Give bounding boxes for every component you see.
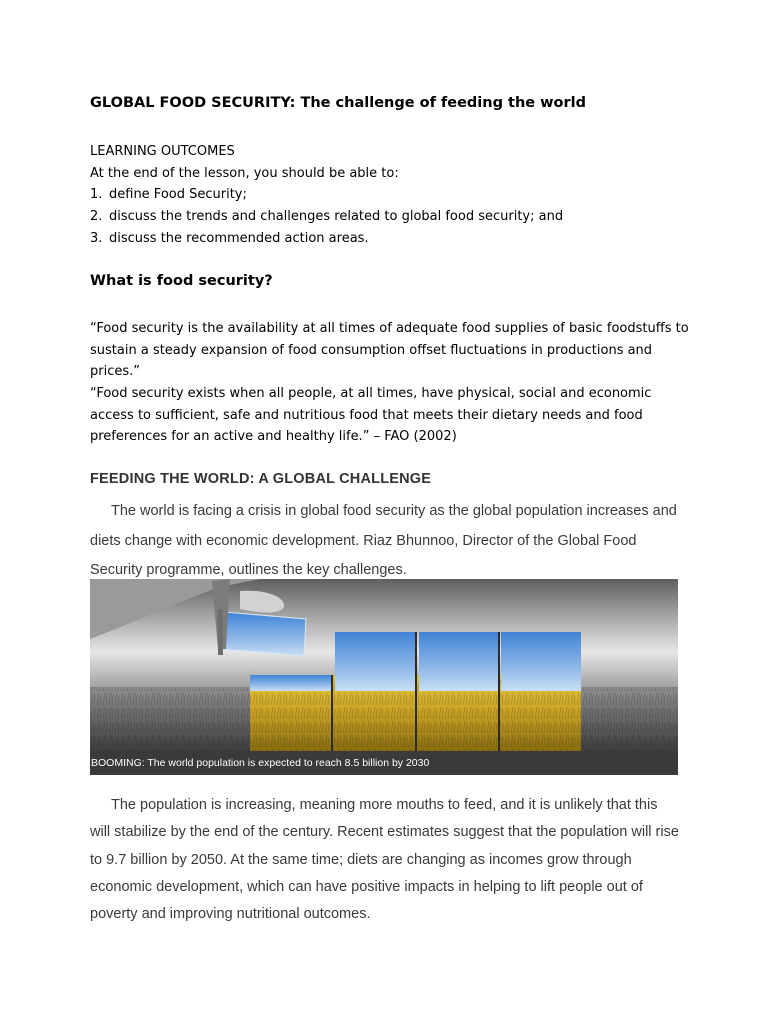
outcome-text: define Food Security;: [109, 187, 247, 203]
paragraph-text: The world is facing a crisis in global food security as the global population increases and diets change with economic development. Riaz Bhunnoo, Director of the Global Food Security programme, outlines the key challenges.: [90, 503, 677, 578]
outcome-item: [90, 184, 563, 206]
section-heading-feeding-the-world: FEEDING THE WORLD: A GLOBAL CHALLENGE: [90, 471, 432, 487]
outcome-text: discuss the trends and challenges related to global food security; and: [109, 209, 564, 225]
paragraph-text: The population is increasing, meaning more mouths to feed, and it is unlikely that this will stabilize by the end of the century. Recent estimates suggest that the population will rise to 9.7 billion by 2050. At the same time; diets are changing as incomes grow through economic development, which can have positive impacts in helping to lift people out of poverty and improving nutritional outcomes.: [90, 797, 679, 923]
outcome-number: 3.: [90, 230, 103, 246]
section-heading-what-is-food-security: What is food security?: [90, 273, 273, 289]
definition-quote: “Food security is the availability at all times of adequate food supplies of basic foodstuffs to sustain a steady expansion of food consumption offset fluctuations in productions and prices.”: [90, 321, 689, 380]
learning-outcomes: [90, 141, 563, 250]
body-paragraph: [90, 497, 680, 586]
outcome-number: 1.: [90, 187, 103, 203]
learning-outcomes-intro: At the end of the lesson, you should be able to:: [90, 165, 399, 181]
photo-caption: BOOMING: The world population is expected to reach 8.5 billion by 2030: [90, 751, 678, 775]
outcome-item: [90, 206, 563, 228]
document-title: GLOBAL FOOD SECURITY: The challenge of feeding the world: [90, 95, 587, 111]
outcome-text: discuss the recommended action areas.: [109, 230, 369, 246]
outcome-item: [90, 228, 563, 250]
wheat-field-photo: [90, 579, 678, 751]
learning-outcomes-heading: LEARNING OUTCOMES: [90, 144, 235, 159]
fao-definition-quote: “Food security exists when all people, at all times, have physical, social and economic access to sufficient, safe and nutritious food that meets their dietary needs and food preferences for an active and healthy life.” – FAO (2002): [90, 386, 652, 445]
body-paragraph: [90, 792, 680, 928]
outcome-number: 2.: [90, 209, 103, 225]
